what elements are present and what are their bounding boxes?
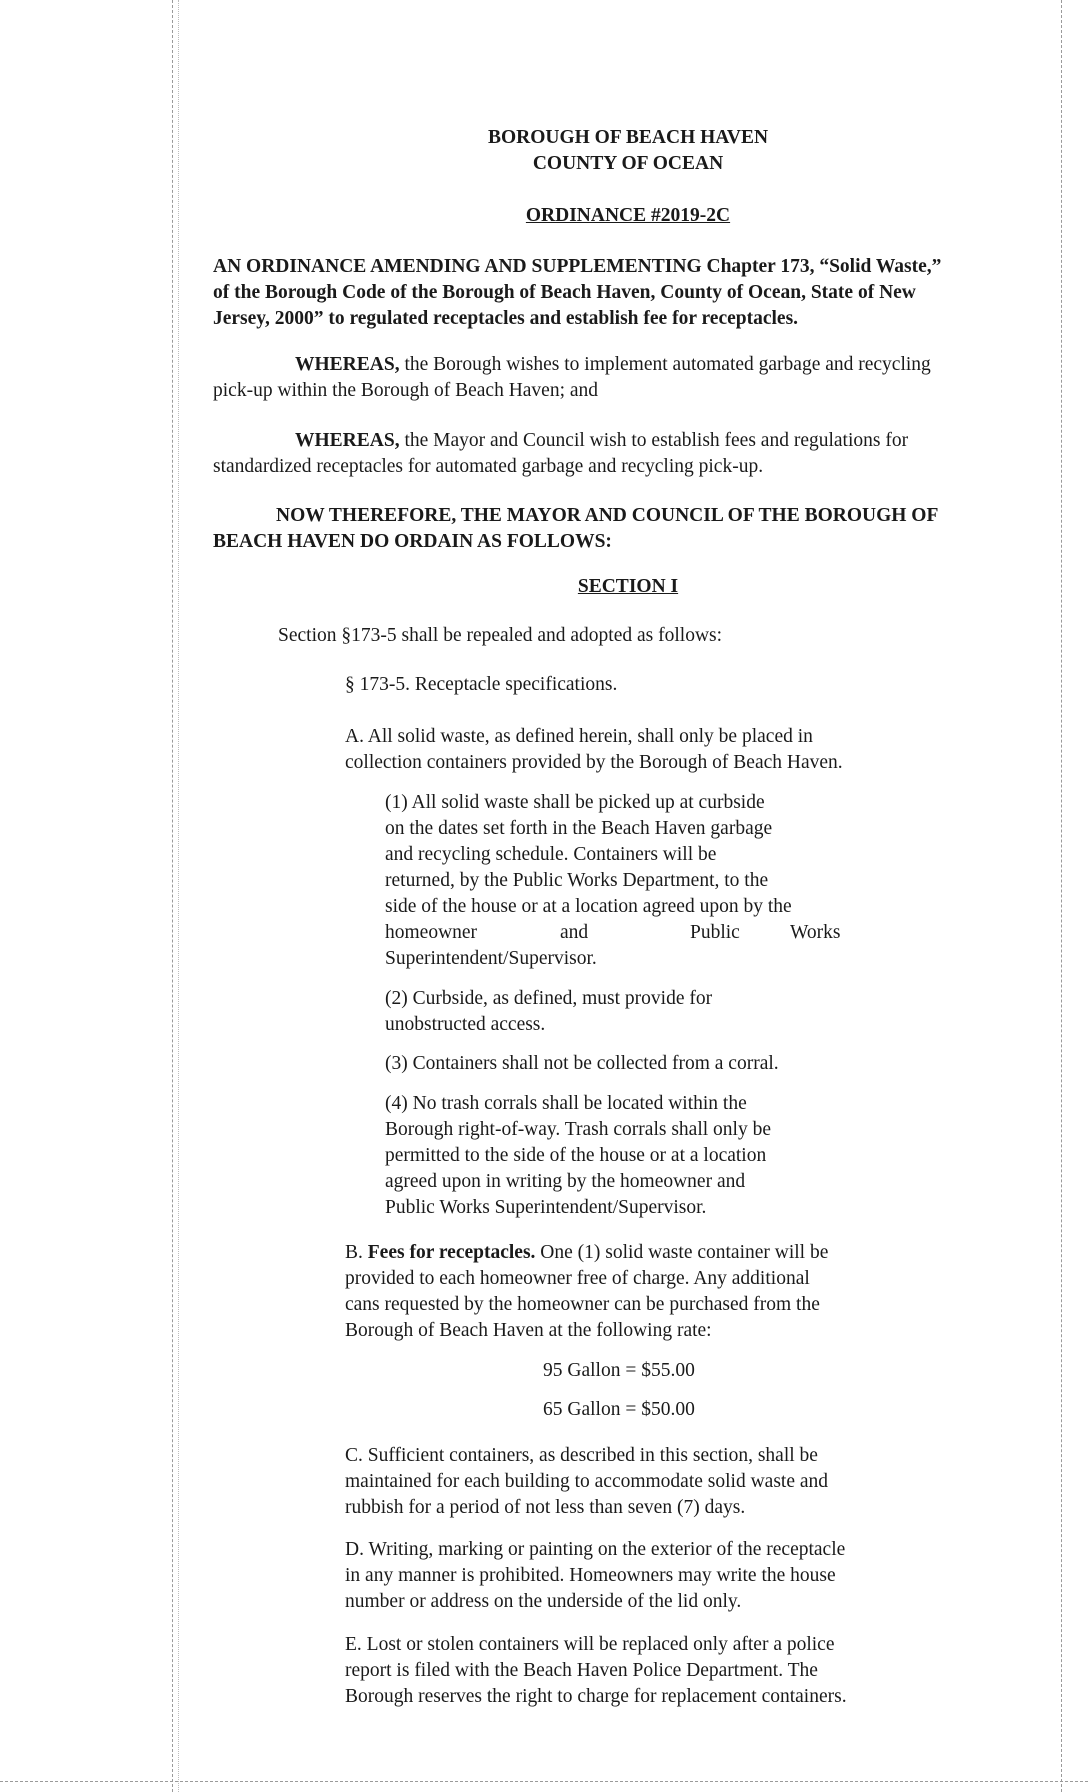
now-therefore-line-2: BEACH HAVEN DO ORDAIN AS FOLLOWS:: [213, 531, 612, 552]
whereas-2-line-1: [295, 428, 908, 454]
item-4-line-5: Public Works Superintendent/Supervisor.: [385, 1197, 707, 1218]
para-b-bold: Fees for receptacles.: [367, 1242, 536, 1263]
whereas-2-line-2: standardized receptacles for automated garbage and recycling pick-up.: [213, 456, 764, 477]
item-1-line-5: side of the house or at a location agreed upon by the: [385, 896, 792, 917]
para-d-line-2: in any manner is prohibited. Homeowners may write the house: [345, 1565, 836, 1586]
item-1-line-6-c: Public: [690, 922, 740, 943]
borough-heading: BOROUGH OF BEACH HAVEN: [487, 127, 769, 148]
para-d-line-3: number or address on the underside of the lid only.: [345, 1591, 742, 1612]
whereas-1-lead: WHEREAS,: [295, 354, 400, 375]
ordinance-title-line-1: AN ORDINANCE AMENDING AND SUPPLEMENTING Chapter 173, “Solid Waste,”: [213, 256, 942, 277]
para-c-line-1: C. Sufficient containers, as described in this section, shall be: [345, 1445, 818, 1466]
subsection-title: § 173-5. Receptacle specifications.: [345, 674, 618, 695]
para-a-line-1: A. All solid waste, as defined herein, shall only be placed in: [345, 726, 813, 747]
para-b-line-2: provided to each homeowner free of charge. Any additional: [345, 1268, 810, 1289]
item-3: (3) Containers shall not be collected from a corral.: [385, 1053, 779, 1074]
para-b-line-3: cans requested by the homeowner can be purchased from the: [345, 1294, 820, 1315]
county-heading: COUNTY OF OCEAN: [532, 153, 724, 174]
item-2-line-1: (2) Curbside, as defined, must provide for: [385, 988, 713, 1009]
rate-65-gallon: 65 Gallon = $50.00: [543, 1399, 695, 1420]
whereas-1-line-2: pick-up within the Borough of Beach Haven; and: [213, 380, 599, 401]
ordinance-title-line-2: of the Borough Code of the Borough of Beach Haven, County of Ocean, State of New: [213, 282, 916, 303]
whereas-2-text: the Mayor and Council wish to establish fees and regulations for: [399, 430, 909, 451]
item-4-line-4: agreed upon in writing by the homeowner and: [385, 1171, 746, 1192]
section-heading: [213, 574, 1043, 600]
whereas-2-lead: WHEREAS,: [295, 430, 400, 451]
ordinance-number: [213, 203, 1043, 229]
item-4-line-2: Borough right-of-way. Trash corrals shall only be: [385, 1119, 771, 1140]
para-b-line-4: Borough of Beach Haven at the following rate:: [345, 1320, 712, 1341]
para-e-line-2: report is filed with the Beach Haven Police Department. The: [345, 1660, 818, 1681]
para-b-line-1: [345, 1240, 828, 1266]
para-b-lead: B.: [345, 1242, 368, 1263]
whereas-1-text: the Borough wishes to implement automated garbage and recycling: [399, 354, 931, 375]
whereas-1-line-1: [295, 352, 931, 378]
para-d-line-1: D. Writing, marking or painting on the exterior of the receptacle: [345, 1539, 846, 1560]
item-2-line-2: unobstructed access.: [385, 1014, 546, 1035]
item-4-line-1: (4) No trash corrals shall be located within the: [385, 1093, 747, 1114]
section-heading-text: SECTION I: [577, 576, 679, 597]
now-therefore-line-1: NOW THEREFORE, THE MAYOR AND COUNCIL OF THE BOROUGH OF: [276, 505, 939, 526]
para-c-line-2: maintained for each building to accommodate solid waste and: [345, 1471, 829, 1492]
item-1-line-3: and recycling schedule. Containers will be: [385, 844, 717, 865]
para-a-line-2: collection containers provided by the Borough of Beach Haven.: [345, 752, 843, 773]
para-e-line-3: Borough reserves the right to charge for replacement containers.: [345, 1686, 847, 1707]
item-4-line-3: permitted to the side of the house or at a location: [385, 1145, 767, 1166]
item-1-line-7: Superintendent/Supervisor.: [385, 948, 597, 969]
para-c-line-3: rubbish for a period of not less than seven (7) days.: [345, 1497, 746, 1518]
item-1-line-6-a: homeowner: [385, 922, 478, 943]
item-1-line-6-b: and: [560, 922, 589, 943]
section-intro: Section §173-5 shall be repealed and adopted as follows:: [278, 625, 723, 646]
item-1-line-6-d: Works: [790, 922, 841, 943]
rate-95-gallon: 95 Gallon = $55.00: [543, 1360, 695, 1381]
item-1-line-4: returned, by the Public Works Department, to the: [385, 870, 769, 891]
para-e-line-1: E. Lost or stolen containers will be replaced only after a police: [345, 1634, 835, 1655]
item-1-line-2: on the dates set forth in the Beach Haven garbage: [385, 818, 773, 839]
para-b-text: One (1) solid waste container will be: [535, 1242, 829, 1263]
item-1-line-1: (1) All solid waste shall be picked up at curbside: [385, 792, 765, 813]
ordinance-number-text: ORDINANCE #2019-2C: [525, 205, 731, 226]
ordinance-title-line-3: Jersey, 2000” to regulated receptacles and establish fee for receptacles.: [213, 308, 799, 329]
